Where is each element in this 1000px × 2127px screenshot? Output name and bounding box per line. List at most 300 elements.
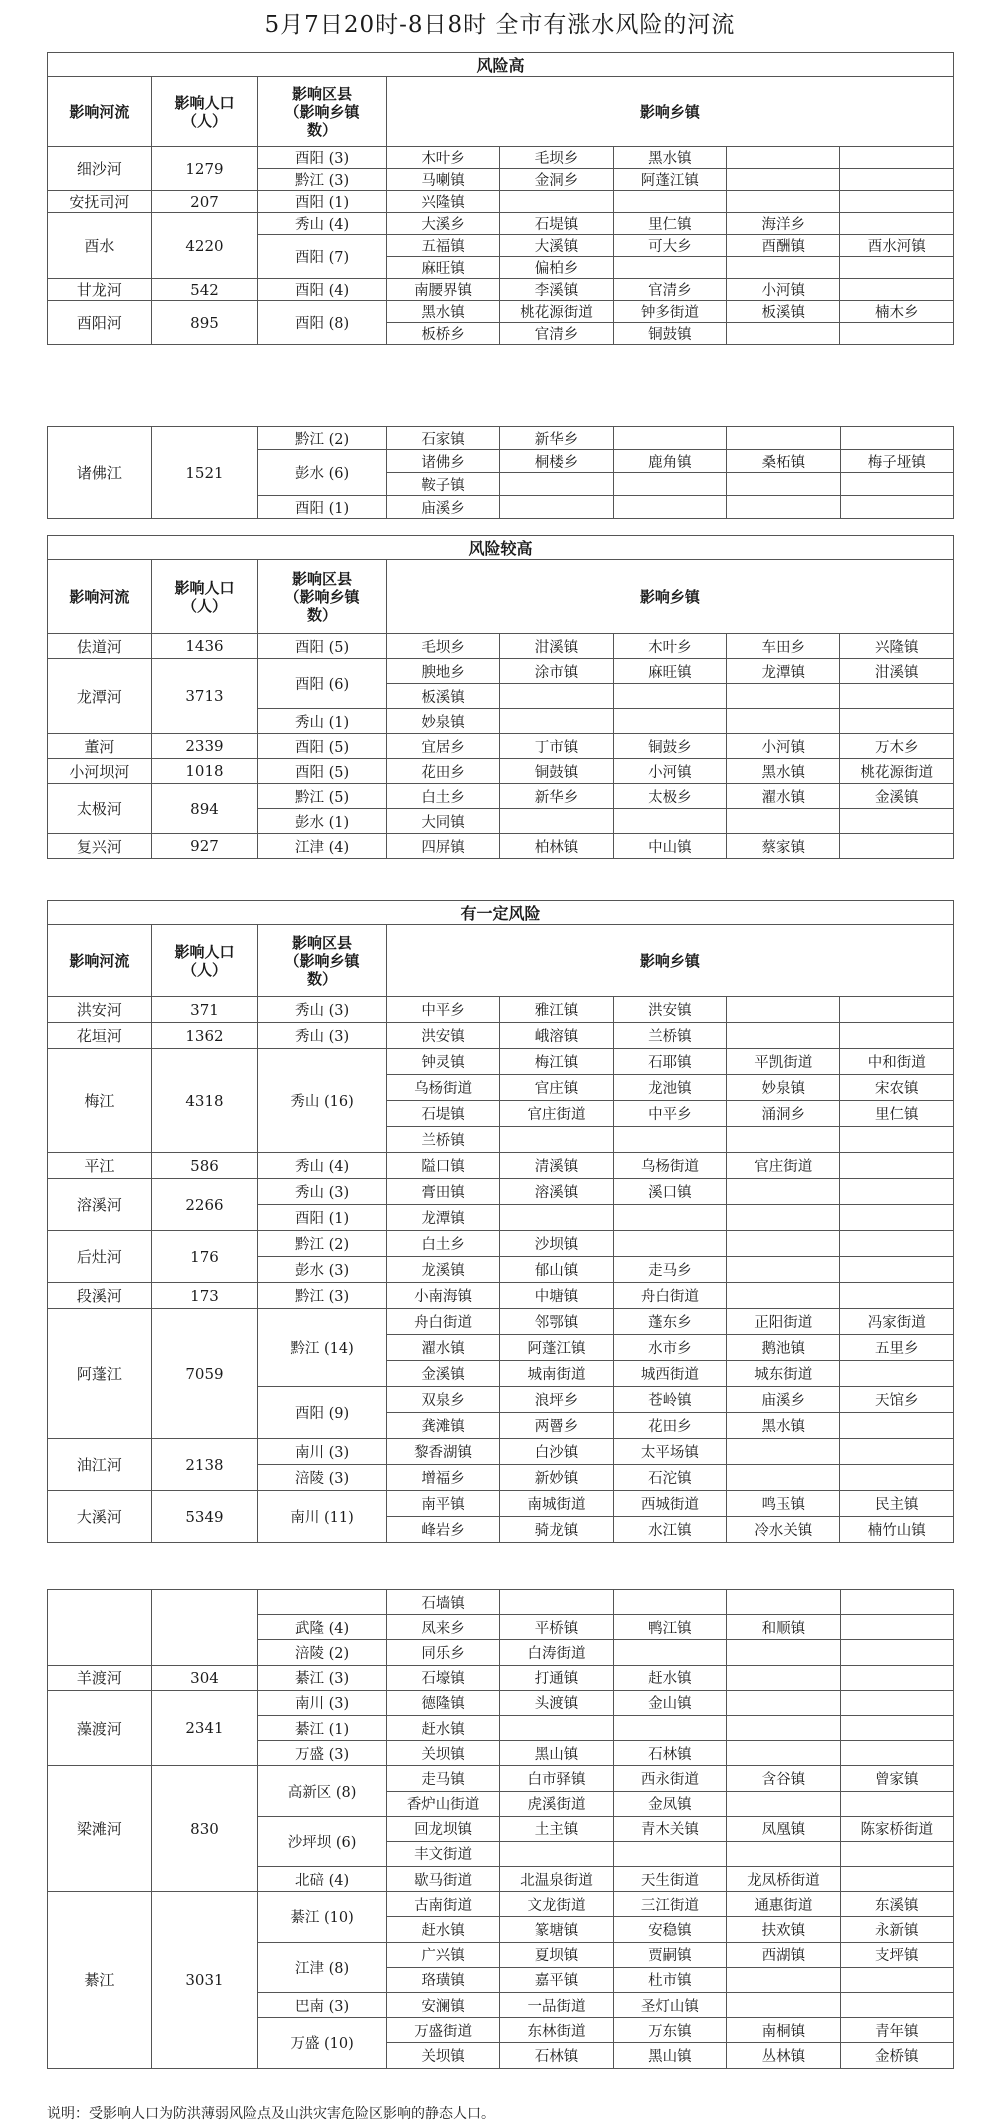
empty-cell xyxy=(613,1841,726,1866)
town-cell: 麻旺镇 xyxy=(613,659,726,684)
town-cell: 舟白街道 xyxy=(386,1309,499,1335)
empty-cell xyxy=(840,496,953,519)
empty-cell xyxy=(613,473,726,496)
affected-population: 586 xyxy=(151,1153,258,1179)
town-cell: 泔溪镇 xyxy=(840,659,954,684)
town-cell: 大溪镇 xyxy=(500,235,613,257)
town-cell: 中山镇 xyxy=(613,834,726,859)
town-cell: 板溪镇 xyxy=(727,301,840,323)
town-cell: 黑水镇 xyxy=(613,147,726,169)
empty-cell xyxy=(840,1023,954,1049)
town-cell: 香炉山街道 xyxy=(386,1791,499,1816)
river-name: 大溪河 xyxy=(48,1491,152,1543)
town-cell: 夏坝镇 xyxy=(500,1942,613,1967)
town-cell: 中塘镇 xyxy=(500,1283,613,1309)
town-cell: 车田乡 xyxy=(727,634,840,659)
header-county xyxy=(258,925,387,997)
empty-cell xyxy=(500,191,613,213)
empty-cell xyxy=(727,1640,840,1665)
county-name: 秀山 (16) xyxy=(258,1049,387,1153)
town-cell: 新华乡 xyxy=(500,784,613,809)
empty-cell xyxy=(840,1741,953,1766)
town-cell: 鹿角镇 xyxy=(613,450,726,473)
county-name: 酉阳 (1) xyxy=(258,496,387,519)
county-name: 酉阳 (5) xyxy=(258,634,387,659)
river-name: 藻渡河 xyxy=(48,1690,152,1766)
county-name: 北碚 (4) xyxy=(258,1867,387,1892)
affected-population: 542 xyxy=(151,279,258,301)
empty-cell xyxy=(727,1283,840,1309)
empty-cell xyxy=(727,1023,840,1049)
table-row xyxy=(48,213,954,235)
county-name: 涪陵 (2) xyxy=(258,1640,387,1665)
town-cell: 万木乡 xyxy=(840,734,954,759)
affected-population: 304 xyxy=(151,1665,258,1690)
river-name: 羊渡河 xyxy=(48,1665,152,1690)
town-cell: 阿蓬江镇 xyxy=(500,1335,613,1361)
header-population xyxy=(151,925,258,997)
county-name: 秀山 (3) xyxy=(258,1023,387,1049)
header-county-line: 数） xyxy=(307,120,338,139)
town-cell: 冯家街道 xyxy=(840,1309,954,1335)
town-cell: 里仁镇 xyxy=(613,213,726,235)
empty-cell xyxy=(840,1791,953,1816)
town-cell: 大溪乡 xyxy=(386,213,499,235)
table-row xyxy=(48,1491,954,1517)
risk-section-table xyxy=(47,52,954,345)
empty-cell xyxy=(727,473,840,496)
header-river: 影响河流 xyxy=(48,560,152,634)
affected-population: 927 xyxy=(151,834,258,859)
town-cell: 凤凰镇 xyxy=(727,1816,840,1841)
empty-cell xyxy=(840,147,954,169)
county-name: 江津 (4) xyxy=(258,834,387,859)
town-cell: 小河镇 xyxy=(613,759,726,784)
town-cell: 麻旺镇 xyxy=(386,257,499,279)
empty-cell xyxy=(727,1967,840,1992)
affected-population: 2266 xyxy=(151,1179,258,1231)
river-name: 甘龙河 xyxy=(48,279,152,301)
town-cell: 桃花源街道 xyxy=(840,759,954,784)
town-cell: 桃花源街道 xyxy=(500,301,613,323)
river-name: 后灶河 xyxy=(48,1231,152,1283)
empty-cell xyxy=(500,1715,613,1740)
affected-population: 207 xyxy=(151,191,258,213)
header-towns: 影响乡镇 xyxy=(386,560,953,634)
county-name: 沙坪坝 (6) xyxy=(258,1816,387,1866)
town-cell: 钟多街道 xyxy=(613,301,726,323)
table-row xyxy=(48,634,954,659)
table-row xyxy=(48,1153,954,1179)
town-cell: 万盛街道 xyxy=(386,2018,499,2043)
empty-cell xyxy=(727,1465,840,1491)
town-cell: 白市驿镇 xyxy=(500,1766,613,1791)
county-name: 涪陵 (3) xyxy=(258,1465,387,1491)
town-cell: 濯水镇 xyxy=(386,1335,499,1361)
county-name: 万盛 (3) xyxy=(258,1741,387,1766)
town-cell: 西湖镇 xyxy=(727,1942,840,1967)
affected-population: 5349 xyxy=(151,1491,258,1543)
county-name: 酉阳 (6) xyxy=(258,659,387,709)
empty-cell xyxy=(500,809,613,834)
county-name: 万盛 (10) xyxy=(258,2018,387,2068)
town-cell: 腴地乡 xyxy=(386,659,499,684)
table-row xyxy=(48,1309,954,1335)
town-cell: 泔溪镇 xyxy=(500,634,613,659)
empty-cell xyxy=(727,1127,840,1153)
town-cell: 三江街道 xyxy=(613,1892,726,1917)
town-cell: 北温泉街道 xyxy=(500,1867,613,1892)
town-cell: 金山镇 xyxy=(613,1690,726,1715)
town-cell: 关坝镇 xyxy=(386,1741,499,1766)
town-cell: 大同镇 xyxy=(386,809,499,834)
empty-cell xyxy=(727,1993,840,2018)
town-cell: 洪安镇 xyxy=(386,1023,499,1049)
table-row xyxy=(48,1665,954,1690)
town-cell: 酉水河镇 xyxy=(840,235,954,257)
town-cell: 太极乡 xyxy=(613,784,726,809)
town-cell: 土主镇 xyxy=(500,1816,613,1841)
affected-population: 1362 xyxy=(151,1023,258,1049)
town-cell: 水市乡 xyxy=(613,1335,726,1361)
town-cell: 南桐镇 xyxy=(727,2018,840,2043)
river-name: 酉水 xyxy=(48,213,152,279)
empty-cell xyxy=(727,1231,840,1257)
county-name: 黔江 (2) xyxy=(258,427,387,450)
table-row xyxy=(48,1023,954,1049)
empty-cell xyxy=(727,1690,840,1715)
town-cell: 海洋乡 xyxy=(727,213,840,235)
town-cell: 石耶镇 xyxy=(613,1049,726,1075)
page-title: 5月7日20时-8日8时 全市有涨水风险的河流 xyxy=(264,12,736,38)
town-cell: 妙泉镇 xyxy=(386,709,499,734)
risk-section-table xyxy=(47,900,954,1543)
town-cell: 桑柘镇 xyxy=(727,450,840,473)
county-name: 黔江 (14) xyxy=(258,1309,387,1387)
town-cell: 冷水关镇 xyxy=(727,1517,840,1543)
empty-cell xyxy=(727,191,840,213)
town-cell: 一品街道 xyxy=(500,1993,613,2018)
header-population-line: 影响人口 xyxy=(174,93,235,112)
header-population-line: （人） xyxy=(181,960,227,979)
county-name: 酉阳 (5) xyxy=(258,759,387,784)
town-cell: 青木关镇 xyxy=(613,1816,726,1841)
header-county xyxy=(258,560,387,634)
town-cell: 可大乡 xyxy=(613,235,726,257)
town-cell: 水江镇 xyxy=(613,1517,726,1543)
town-cell: 白沙镇 xyxy=(500,1439,613,1465)
empty-cell xyxy=(840,427,953,450)
empty-cell xyxy=(613,191,726,213)
empty-cell xyxy=(500,496,613,519)
town-cell: 黑水镇 xyxy=(386,301,499,323)
town-cell: 偏柏乡 xyxy=(500,257,613,279)
town-cell: 乌杨街道 xyxy=(386,1075,499,1101)
town-cell: 金溪镇 xyxy=(386,1361,499,1387)
empty-cell xyxy=(840,1439,954,1465)
table-row xyxy=(48,1231,954,1257)
empty-cell xyxy=(727,1590,840,1615)
town-cell: 和顺镇 xyxy=(727,1615,840,1640)
affected-population: 3713 xyxy=(151,659,258,734)
header-river: 影响河流 xyxy=(48,77,152,147)
town-cell: 宜居乡 xyxy=(386,734,499,759)
empty-cell xyxy=(840,1841,953,1866)
town-cell: 鸭江镇 xyxy=(613,1615,726,1640)
empty-cell xyxy=(727,1665,840,1690)
town-cell: 含谷镇 xyxy=(727,1766,840,1791)
town-cell: 鞍子镇 xyxy=(386,473,499,496)
county-name: 綦江 (3) xyxy=(258,1665,387,1690)
town-cell: 正阳街道 xyxy=(727,1309,840,1335)
header-population-line: 影响人口 xyxy=(174,578,235,597)
empty-cell xyxy=(727,147,840,169)
county-name: 巴南 (3) xyxy=(258,1993,387,2018)
town-cell: 扶欢镇 xyxy=(727,1917,840,1942)
empty-cell xyxy=(840,684,954,709)
empty-cell xyxy=(727,1205,840,1231)
empty-cell xyxy=(840,1257,954,1283)
town-cell: 走马乡 xyxy=(613,1257,726,1283)
town-cell: 峰岩乡 xyxy=(386,1517,499,1543)
empty-cell xyxy=(500,709,613,734)
header-population-line: （人） xyxy=(181,596,227,615)
town-cell: 天馆乡 xyxy=(840,1387,954,1413)
empty-cell xyxy=(500,684,613,709)
empty-cell xyxy=(727,809,840,834)
town-cell: 涂市镇 xyxy=(500,659,613,684)
town-cell: 蔡家镇 xyxy=(727,834,840,859)
empty-cell xyxy=(613,496,726,519)
empty-cell xyxy=(727,1179,840,1205)
town-cell: 兴隆镇 xyxy=(840,634,954,659)
town-cell: 中平乡 xyxy=(613,1101,726,1127)
town-cell: 中和街道 xyxy=(840,1049,954,1075)
town-cell: 文龙街道 xyxy=(500,1892,613,1917)
header-county-line: 数） xyxy=(307,605,338,624)
empty-cell xyxy=(727,257,840,279)
town-cell: 金洞乡 xyxy=(500,169,613,191)
town-cell: 龙凤桥街道 xyxy=(727,1867,840,1892)
town-cell: 石林镇 xyxy=(613,1741,726,1766)
affected-population: 371 xyxy=(151,997,258,1023)
town-cell: 花田乡 xyxy=(613,1413,726,1439)
town-cell: 广兴镇 xyxy=(386,1942,499,1967)
county-name: 秀山 (4) xyxy=(258,213,387,235)
empty-cell xyxy=(840,323,954,345)
town-cell: 曾家镇 xyxy=(840,1766,953,1791)
river-name: 段溪河 xyxy=(48,1283,152,1309)
county-name: 彭水 (6) xyxy=(258,450,387,496)
table-row xyxy=(48,427,954,450)
town-cell: 东溪镇 xyxy=(840,1892,953,1917)
river-name: 平江 xyxy=(48,1153,152,1179)
town-cell: 马喇镇 xyxy=(386,169,499,191)
town-cell: 新华乡 xyxy=(500,427,613,450)
empty-cell xyxy=(613,1231,726,1257)
header-towns: 影响乡镇 xyxy=(386,925,953,997)
empty-cell xyxy=(840,1205,954,1231)
town-cell: 石墙镇 xyxy=(386,1590,499,1615)
empty-cell xyxy=(840,997,954,1023)
empty-cell xyxy=(840,1967,953,1992)
affected-population: 895 xyxy=(151,301,258,345)
table-row xyxy=(48,784,954,809)
town-cell: 妙泉镇 xyxy=(727,1075,840,1101)
town-cell: 南平镇 xyxy=(386,1491,499,1517)
town-cell: 永新镇 xyxy=(840,1917,953,1942)
county-name: 酉阳 (1) xyxy=(258,1205,387,1231)
river-name: 酉阳河 xyxy=(48,301,152,345)
town-cell: 白土乡 xyxy=(386,1231,499,1257)
town-cell: 丰文街道 xyxy=(386,1841,499,1866)
table-row xyxy=(48,834,954,859)
county-name: 南川 (3) xyxy=(258,1439,387,1465)
town-cell: 头渡镇 xyxy=(500,1690,613,1715)
empty-cell xyxy=(840,1361,954,1387)
empty-cell xyxy=(613,1715,726,1740)
town-cell: 黎香湖镇 xyxy=(386,1439,499,1465)
town-cell: 浪坪乡 xyxy=(500,1387,613,1413)
town-cell: 钟灵镇 xyxy=(386,1049,499,1075)
town-cell: 板桥乡 xyxy=(386,323,499,345)
town-cell: 支坪镇 xyxy=(840,1942,953,1967)
town-cell: 龙潭镇 xyxy=(386,1205,499,1231)
river-name: 诸佛江 xyxy=(48,427,152,519)
town-cell: 舟白街道 xyxy=(613,1283,726,1309)
affected-population: 1018 xyxy=(151,759,258,784)
river-name: 油江河 xyxy=(48,1439,152,1491)
table-row xyxy=(48,1049,954,1075)
empty-cell xyxy=(840,1993,953,2018)
town-cell: 隘口镇 xyxy=(386,1153,499,1179)
town-cell: 酉酬镇 xyxy=(727,235,840,257)
town-cell: 濯水镇 xyxy=(727,784,840,809)
town-cell: 清溪镇 xyxy=(500,1153,613,1179)
header-county-line: 影响区县 xyxy=(292,84,353,103)
table-row xyxy=(48,997,954,1023)
county-name: 江津 (8) xyxy=(258,1942,387,1992)
empty-cell xyxy=(840,1590,953,1615)
empty-cell xyxy=(613,1640,726,1665)
table-row xyxy=(48,1179,954,1205)
town-cell: 花田乡 xyxy=(386,759,499,784)
town-cell: 同乐乡 xyxy=(386,1640,499,1665)
town-cell: 板溪镇 xyxy=(386,684,499,709)
town-cell: 楠竹山镇 xyxy=(840,1517,954,1543)
town-cell: 四屏镇 xyxy=(386,834,499,859)
town-cell: 五里乡 xyxy=(840,1335,954,1361)
town-cell: 兴隆镇 xyxy=(386,191,499,213)
risk-section-table xyxy=(47,535,954,859)
table-row xyxy=(48,1690,954,1715)
town-cell: 雅江镇 xyxy=(500,997,613,1023)
table-row xyxy=(48,147,954,169)
empty-cell xyxy=(727,427,840,450)
town-cell: 走马镇 xyxy=(386,1766,499,1791)
town-cell: 溪口镇 xyxy=(613,1179,726,1205)
empty-cell xyxy=(727,1791,840,1816)
county-name: 秀山 (3) xyxy=(258,997,387,1023)
town-cell: 万东镇 xyxy=(613,2018,726,2043)
town-cell: 城西街道 xyxy=(613,1361,726,1387)
town-cell: 双泉乡 xyxy=(386,1387,499,1413)
empty-cell xyxy=(840,834,954,859)
town-cell: 青年镇 xyxy=(840,2018,953,2043)
town-cell: 嘉平镇 xyxy=(500,1967,613,1992)
empty-cell xyxy=(840,1465,954,1491)
empty-cell xyxy=(840,1640,953,1665)
town-cell: 珞璜镇 xyxy=(386,1967,499,1992)
town-cell: 新妙镇 xyxy=(500,1465,613,1491)
empty-cell xyxy=(500,1841,613,1866)
town-cell: 小河镇 xyxy=(727,279,840,301)
town-cell: 庙溪乡 xyxy=(386,496,499,519)
empty-cell xyxy=(727,1715,840,1740)
affected-population: 4220 xyxy=(151,213,258,279)
town-cell: 乌杨街道 xyxy=(613,1153,726,1179)
county-name: 酉阳 (5) xyxy=(258,734,387,759)
county-name: 黔江 (2) xyxy=(258,1231,387,1257)
empty-cell xyxy=(840,473,953,496)
empty-cell xyxy=(727,1741,840,1766)
empty-cell xyxy=(727,169,840,191)
town-cell: 打通镇 xyxy=(500,1665,613,1690)
header-county-line: （影响乡镇 xyxy=(284,102,360,121)
town-cell: 城南街道 xyxy=(500,1361,613,1387)
county-name: 武隆 (4) xyxy=(258,1615,387,1640)
affected-population: 7059 xyxy=(151,1309,258,1439)
town-cell: 黑水镇 xyxy=(727,1413,840,1439)
town-cell: 官庄镇 xyxy=(500,1075,613,1101)
town-cell: 石家镇 xyxy=(386,427,499,450)
empty-cell xyxy=(840,809,954,834)
county-name: 彭水 (3) xyxy=(258,1257,387,1283)
town-cell: 丁市镇 xyxy=(500,734,613,759)
county-name: 秀山 (1) xyxy=(258,709,387,734)
county-name: 酉阳 (4) xyxy=(258,279,387,301)
town-cell: 鸣玉镇 xyxy=(727,1491,840,1517)
county-name: 南川 (3) xyxy=(258,1690,387,1715)
empty-cell xyxy=(727,1841,840,1866)
table-row xyxy=(48,734,954,759)
header-population xyxy=(151,560,258,634)
empty-cell xyxy=(840,1615,953,1640)
town-cell: 金桥镇 xyxy=(840,2043,953,2068)
town-cell: 回龙坝镇 xyxy=(386,1816,499,1841)
header-towns: 影响乡镇 xyxy=(386,77,953,147)
town-cell: 兰桥镇 xyxy=(386,1127,499,1153)
empty-cell xyxy=(613,1590,726,1615)
town-cell: 圣灯山镇 xyxy=(613,1993,726,2018)
town-cell: 诸佛乡 xyxy=(386,450,499,473)
river-name: 阿蓬江 xyxy=(48,1309,152,1439)
empty-cell xyxy=(613,709,726,734)
empty-cell xyxy=(500,1127,613,1153)
river-name: 复兴河 xyxy=(48,834,152,859)
empty-cell xyxy=(840,279,954,301)
empty-cell xyxy=(613,684,726,709)
town-cell: 古南街道 xyxy=(386,1892,499,1917)
town-cell: 官清乡 xyxy=(500,323,613,345)
town-cell: 官清乡 xyxy=(613,279,726,301)
town-cell: 德隆镇 xyxy=(386,1690,499,1715)
town-cell: 官庄街道 xyxy=(500,1101,613,1127)
river-name: 董河 xyxy=(48,734,152,759)
town-cell: 石林镇 xyxy=(500,2043,613,2068)
empty-cell xyxy=(840,169,954,191)
town-cell: 赶水镇 xyxy=(386,1715,499,1740)
